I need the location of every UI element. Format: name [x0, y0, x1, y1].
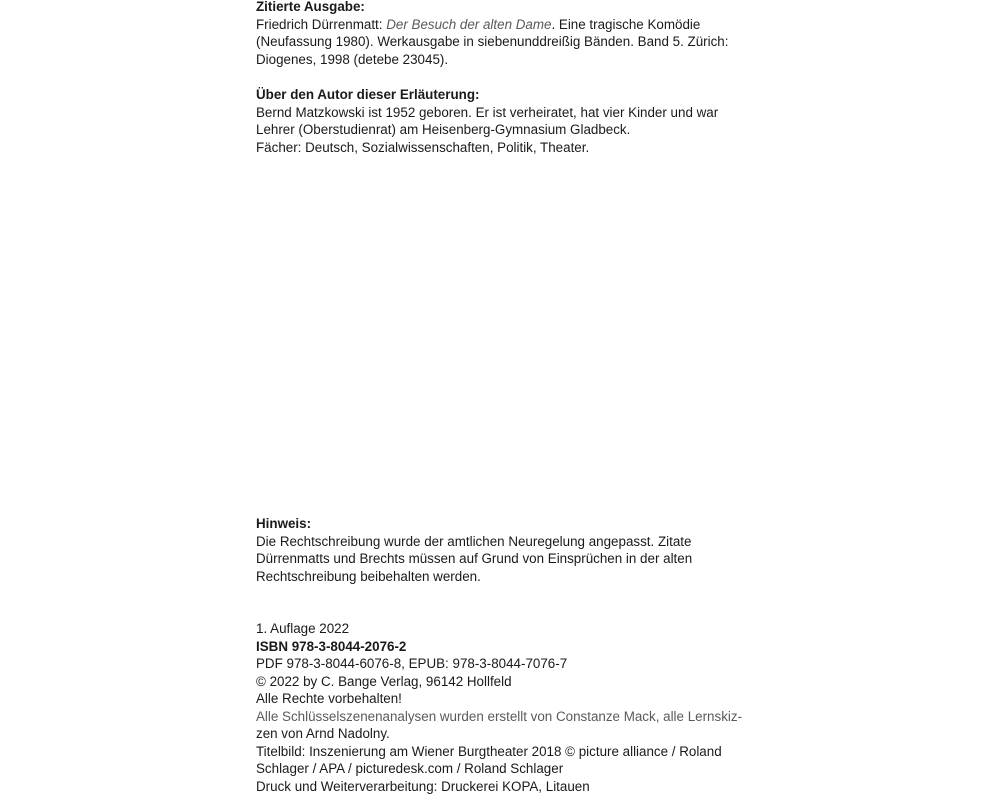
- note-line-2: Dürrenmatts und Brechts müssen auf Grund von Einsprüchen in der alten: [256, 551, 693, 566]
- author-line-2: Lehrer (Oberstudienrat) am Heisenberg-Gymnasium Gladbeck.: [256, 122, 631, 137]
- cited-edition-line-1: [256, 16, 756, 34]
- cover-credit-line-2: Schlager / APA / picturedesk.com / Roland Schlager: [256, 761, 564, 776]
- note-line-1: Die Rechtschreibung wurde der amtlichen Neuregelung angepasst. Zitate: [256, 533, 692, 549]
- cited-edition-subtitle: . Eine tragische Komödie: [551, 16, 701, 32]
- author-heading: Über den Autor dieser Erläuterung:: [256, 87, 480, 102]
- note-heading: Hinweis:: [256, 516, 312, 531]
- isbn-ebook: PDF 978-3-8044-6076-8, EPUB: 978-3-8044-7076-7: [256, 656, 568, 671]
- copyright-notice: © 2022 by C. Bange Verlag, 96142 Hollfeld: [256, 673, 512, 689]
- printing-info: Druck und Weiterverarbeitung: Druckerei KOPA, Litauen: [256, 778, 590, 794]
- cited-edition-line-3: Diogenes, 1998 (detebe 23045).: [256, 51, 449, 67]
- imprint-section: [256, 620, 756, 795]
- author-line-1: Bernd Matzkowski ist 1952 geboren. Er ist verheiratet, hat vier Kinder und war: [256, 104, 719, 120]
- cover-credit-line-1: Titelbild: Inszenierung am Wiener Burgtheater 2018 © picture alliance / Roland: [256, 743, 722, 759]
- note-line-3: Rechtschreibung beibehalten werden.: [256, 568, 481, 584]
- credits-line-2: zen von Arnd Nadolny.: [256, 726, 390, 741]
- cited-edition-section: [256, 0, 756, 68]
- credits-line-1: Alle Schlüsselszenenanalysen wurden erstellt von Constanze Mack, alle Lernskiz-: [256, 708, 743, 724]
- author-line-3: Fächer: Deutsch, Sozialwissenschaften, Politik, Theater.: [256, 139, 590, 155]
- rights-reserved: Alle Rechte vorbehalten!: [256, 691, 402, 706]
- author-section: [256, 86, 756, 156]
- note-section: [256, 515, 756, 585]
- cited-edition-title: Der Besuch der alten Dame: [386, 16, 552, 32]
- edition-number: 1. Auflage 2022: [256, 621, 350, 636]
- cited-edition-line-2: (Neufassung 1980). Werkausgabe in siebenunddreißig Bänden. Band 5. Zürich:: [256, 34, 729, 49]
- isbn-print: ISBN 978-3-8044-2076-2: [256, 638, 407, 654]
- cited-edition-author: Friedrich Dürrenmatt:: [256, 16, 387, 32]
- cited-edition-heading: Zitierte Ausgabe:: [256, 0, 365, 14]
